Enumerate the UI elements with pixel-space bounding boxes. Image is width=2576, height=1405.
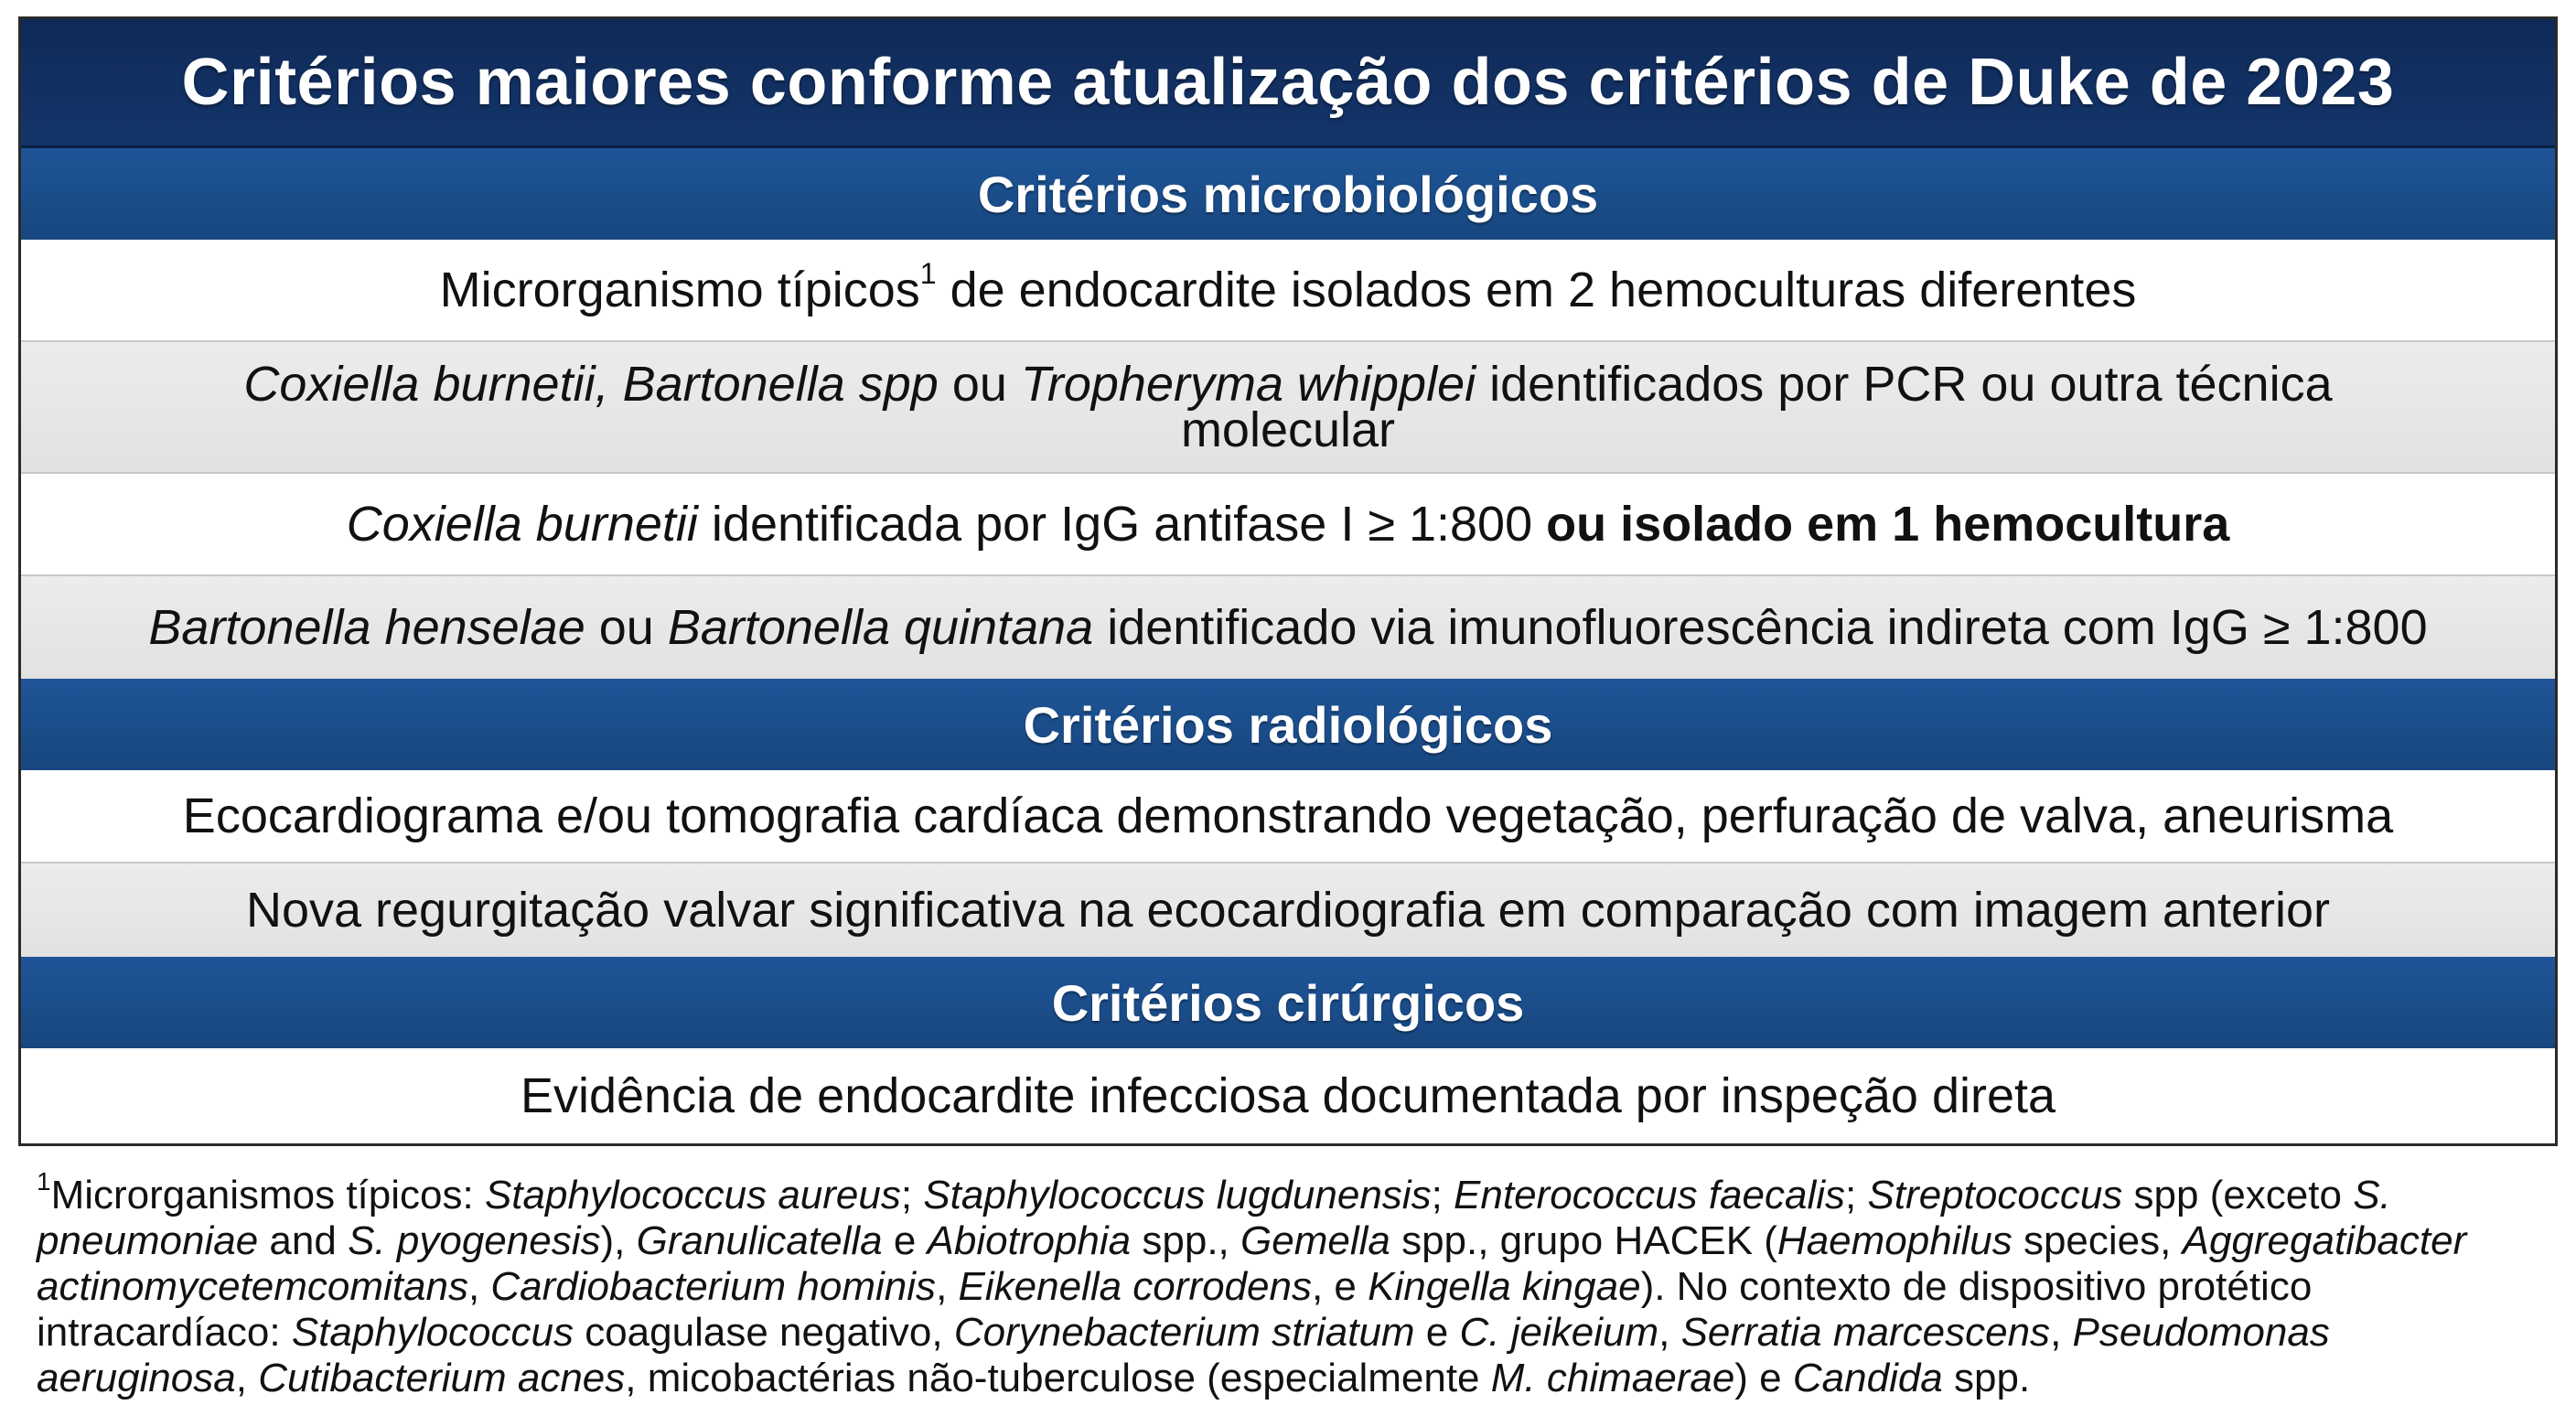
criteria-text: Ecocardiograma e/ou tomografia cardíaca demonstrando vegetação, perfuração de valva, aneurisma <box>182 788 2394 843</box>
criteria-text: Microrganismo típicos$^1$ de endocardite isolados em 2 hemoculturas diferentes <box>439 257 2137 317</box>
criteria-row <box>21 1048 2555 1143</box>
footnote: $^1$Microrganismos típicos: Staphylococcus aureus; Staphylococcus lugdunensis; Enterococcus faecalis; Streptococcus spp (exceto S. pneumoniae and S. pyogenesis), Granulicatella e Abiotrophia spp., Gemella spp., grupo HACEK (Haemophilus species, Aggregatibacter actinomycetemcomitans, Cardiobacterium hominis, Eikenella corrodens, e Kingella kingae). No contexto de dispositivo protético intracardíaco: Staphylococcus coagulase negativo, Corynebacterium striatum e C. jeikeium, Serratia marcescens, Pseudomonas aeruginosa, Cutibacterium acnes, micobactérias não-tuberculose (especialmente M. chimaerae) e Candida spp. <box>37 1167 2467 1400</box>
criteria-row <box>21 240 2555 342</box>
criteria-row <box>21 770 2555 863</box>
criteria-row <box>21 474 2555 576</box>
criteria-row <box>21 863 2555 957</box>
table-title: Critérios maiores conforme atualização dos critérios de Duke de 2023 <box>21 19 2555 148</box>
criteria-row <box>21 576 2555 679</box>
section-header-microbiological: Critérios microbiológicos <box>21 148 2555 240</box>
criteria-text: Coxiella burnetii, Bartonella spp ou Tropheryma whipplei identificados por PCR ou outra técnica molecular <box>243 357 2333 457</box>
criteria-text: Bartonella henselae ou Bartonella quintana identificado via imunofluorescência indireta com IgG ≥ 1:800 <box>148 600 2428 655</box>
criteria-row <box>21 342 2555 474</box>
criteria-text: Coxiella burnetii identificada por IgG antifase I ≥ 1:800 ou isolado em 1 hemocultura <box>346 497 2230 552</box>
section-header-surgical: Critérios cirúrgicos <box>21 957 2555 1048</box>
criteria-table <box>18 16 2558 1146</box>
section-header-radiological: Critérios radiológicos <box>21 679 2555 770</box>
criteria-text: Evidência de endocardite infecciosa documentada por inspeção direta <box>520 1068 2056 1123</box>
criteria-text: Nova regurgitação valvar significativa na ecocardiografia em comparação com imagem anterior <box>245 883 2331 938</box>
